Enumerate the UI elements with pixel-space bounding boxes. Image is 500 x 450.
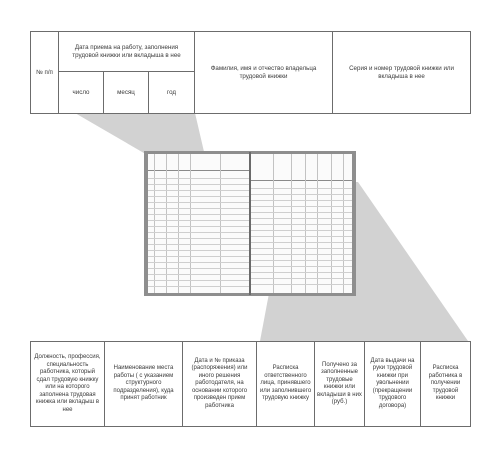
book-right-page (251, 154, 352, 293)
series-number-header: Серия и номер трудовой книжки или вкладыша в нее (333, 32, 471, 114)
workplace-header: Наименование места работы ( с указанием структурного подразделения), куда принят работник (105, 342, 183, 427)
position-header: Должность, профессия, специальность работника, который сдал трудовую книжку или на которого заполнена трудовая книжка или вкладыш в нее (31, 342, 105, 427)
top-zoom-wedge (75, 113, 205, 156)
right-page-header-band (251, 154, 352, 181)
owner-name-header: Фамилия, имя и отчество владельца трудовой книжки (195, 32, 333, 114)
month-header: месяц (104, 72, 149, 114)
year-header: год (149, 72, 195, 114)
bottom-header-table (30, 341, 471, 427)
date-group-header: Дата приема на работу, заполнения трудовой книжки или вкладыша в нее (59, 32, 195, 72)
left-page-header-band (148, 154, 249, 171)
top-header-table (30, 31, 471, 114)
issue-date-header: Дата выдачи на руки трудовой книжки при увольнении (прекращении трудового договора) (365, 342, 421, 427)
employee-receipt-header: Расписка работника в получении трудовой книжки (421, 342, 471, 427)
book-left-page (148, 154, 249, 293)
responsible-receipt-header: Расписка ответственного лица, принявшего или заполнившего трудовую книжку (257, 342, 315, 427)
day-header: число (59, 72, 104, 114)
payment-received-header: Получено за заполненные трудовые книжки или вкладыши в них (руб.) (315, 342, 365, 427)
order-date-header: Дата и № приказа (распоряжения) или иного решения работодателя, на основании которого произведен прием работника (183, 342, 257, 427)
number-column-header: № п/п (31, 32, 59, 114)
